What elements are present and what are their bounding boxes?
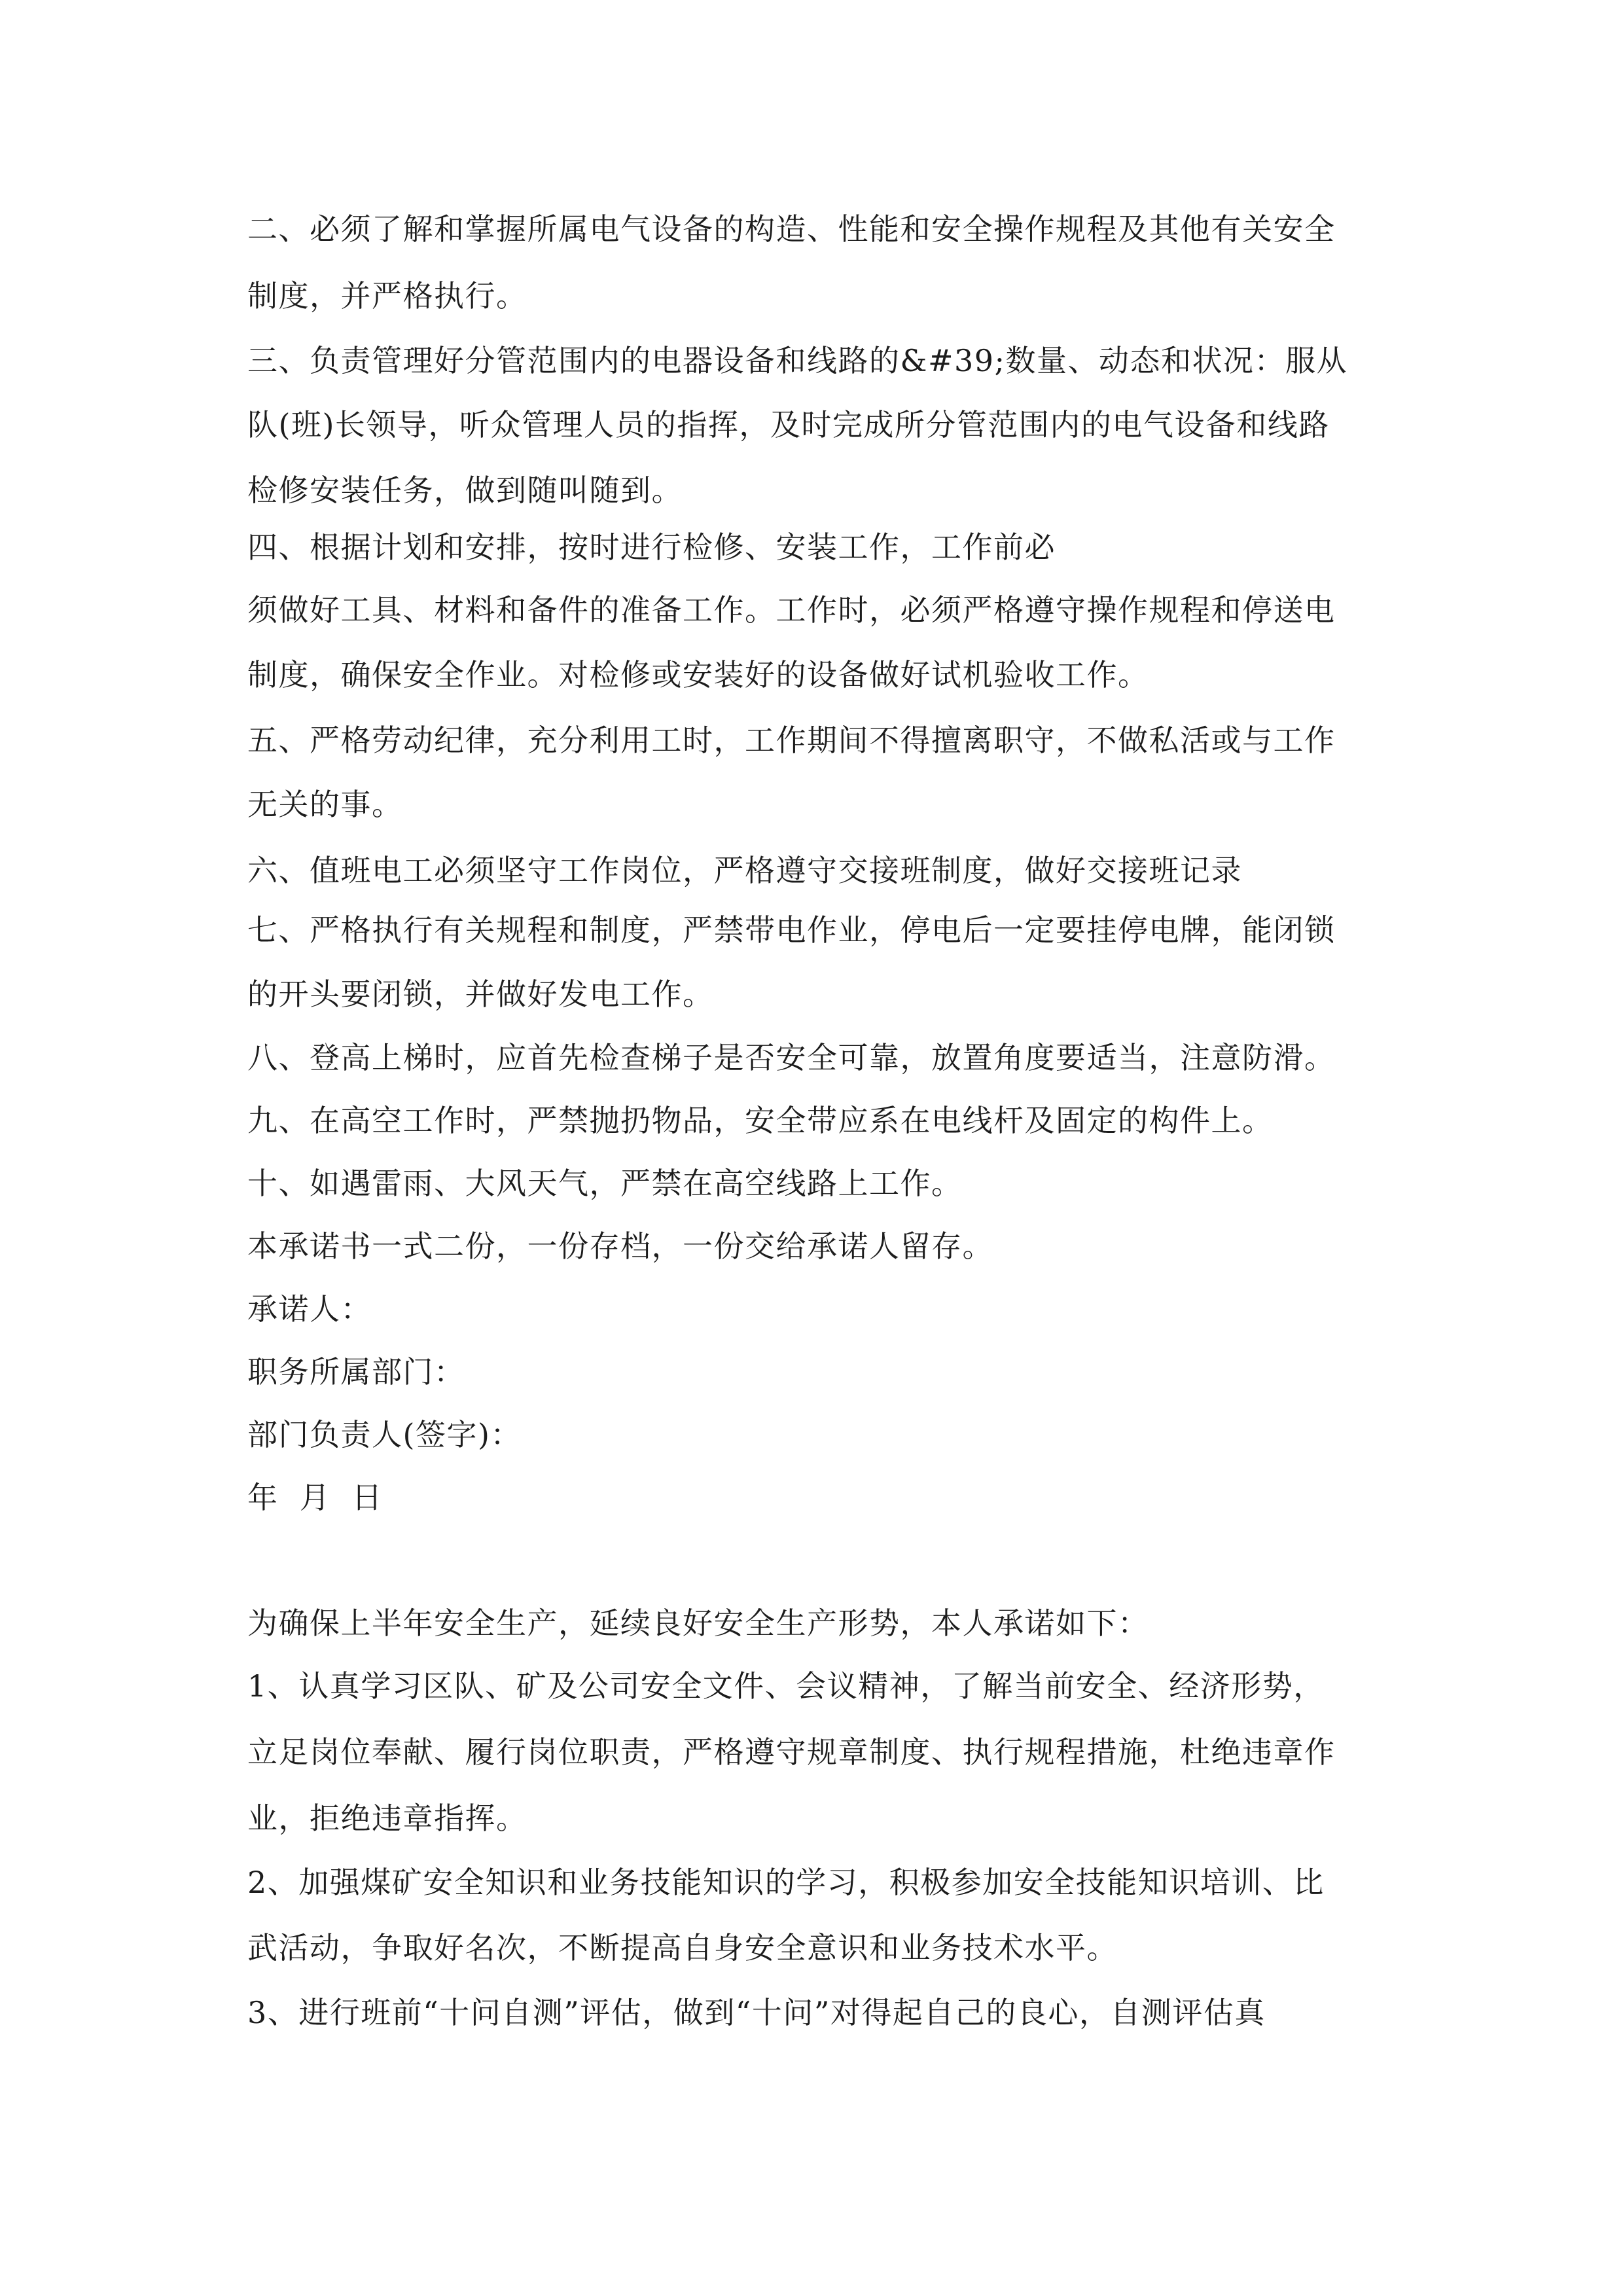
- text-line: 为确保上半年安全生产，延续良好安全生产形势，本人承诺如下：: [247, 1605, 1149, 1641]
- text-line: 检修安装任务，做到随叫随到。: [247, 473, 683, 508]
- text-line: 3、进行班前“十问自测”评估，做到“十问”对得起自己的良心，自测评估真: [247, 1995, 1266, 2030]
- text-line: 二、必须了解和掌握所属电气设备的构造、性能和安全操作规程及其他有关安全: [247, 211, 1336, 247]
- text-line: 2、加强煤矿安全知识和业务技能知识的学习，积极参加安全技能知识培训、比: [247, 1865, 1325, 1900]
- text-line: 五、严格劳动纪律，充分利用工时，工作期间不得擅离职守，不做私活或与工作: [247, 723, 1336, 758]
- text-line: 1、认真学习区队、矿及公司安全文件、会议精神，了解当前安全、经济形势，: [247, 1668, 1325, 1704]
- text-line: 须做好工具、材料和备件的准备工作。工作时，必须严格遵守操作规程和停送电: [247, 592, 1336, 628]
- text-line: 四、根据计划和安排，按时进行检修、安装工作，工作前必: [247, 529, 1056, 565]
- text-line: 制度，并严格执行。: [247, 278, 527, 314]
- department-label: 职务所属部门：: [247, 1354, 465, 1390]
- text-line: 立足岗位奉献、履行岗位职责，严格遵守规章制度、执行规程措施，杜绝违章作: [247, 1734, 1336, 1770]
- text-line: 本承诺书一式二份，一份存档，一份交给承诺人留存。: [247, 1229, 993, 1264]
- text-line: 八、登高上梯时，应首先检查梯子是否安全可靠，放置角度要适当，注意防滑。: [247, 1040, 1336, 1075]
- text-line: 业，拒绝违章指挥。: [247, 1801, 527, 1836]
- text-line: 队(班)长领导，听众管理人员的指挥，及时完成所分管范围内的电气设备和线路: [247, 407, 1330, 442]
- text-line: 的开头要闭锁，并做好发电工作。: [247, 977, 714, 1012]
- text-line: 七、严格执行有关规程和制度，严禁带电作业，停电后一定要挂停电牌，能闭锁: [247, 912, 1336, 948]
- text-line: 三、负责管理好分管范围内的电器设备和线路的&#39;数量、动态和状况：服从: [247, 343, 1348, 378]
- text-line: 九、在高空工作时，严禁抛扔物品，安全带应系在电线杆及固定的构件上。: [247, 1103, 1274, 1138]
- date-label: 年 月 日: [247, 1480, 383, 1515]
- text-line: 武活动，争取好名次，不断提高自身安全意识和业务技术水平。: [247, 1930, 1118, 1965]
- supervisor-signature-label: 部门负责人(签字)：: [247, 1417, 522, 1452]
- text-line: 制度，确保安全作业。对检修或安装好的设备做好试机验收工作。: [247, 657, 1149, 692]
- text-line: 十、如遇雷雨、大风天气，严禁在高空线路上工作。: [247, 1166, 963, 1201]
- signer-label: 承诺人：: [247, 1291, 372, 1327]
- text-line: 六、值班电工必须坚守工作岗位，严格遵守交接班制度，做好交接班记录: [247, 853, 1242, 888]
- text-line: 无关的事。: [247, 787, 403, 822]
